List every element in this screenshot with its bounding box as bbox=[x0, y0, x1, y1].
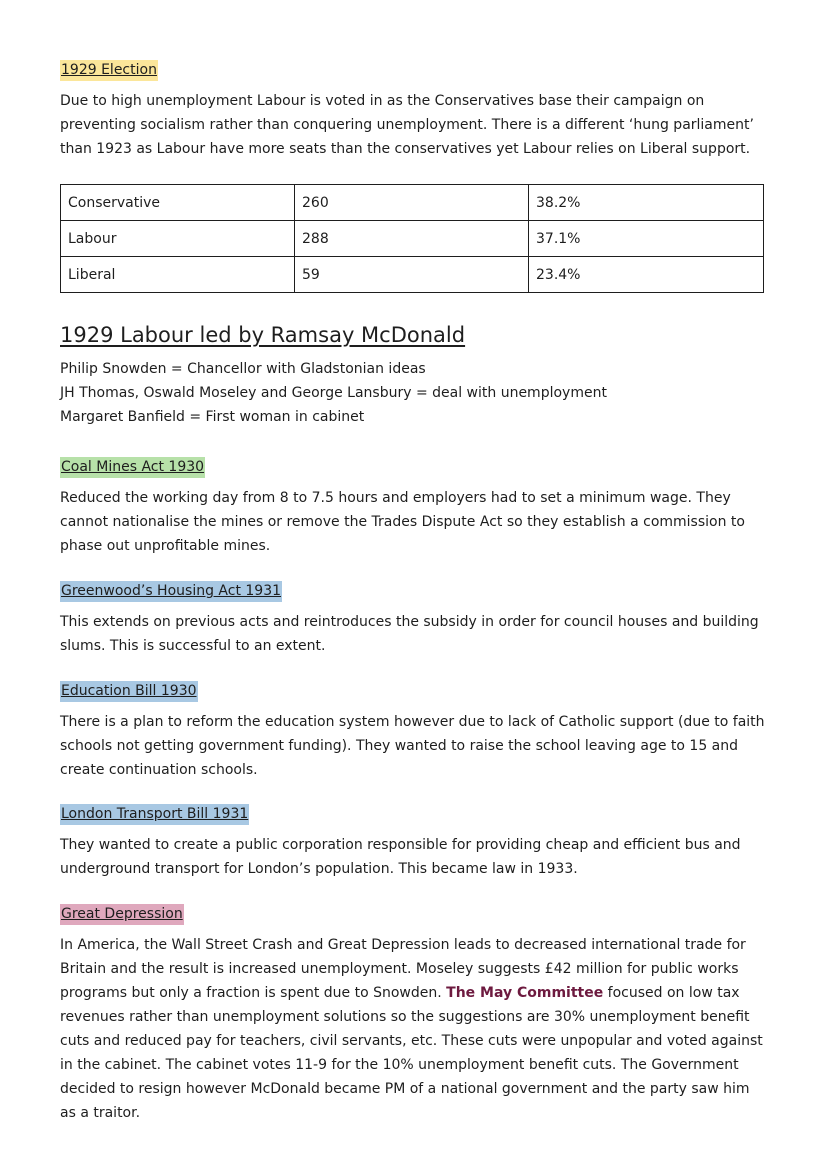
depression-text-start: In America, the Wall Street Crash and Great Depression leads to decreased international trade for Britain and the result is increased unemployment. Moseley suggests £42 million for public works programs but only a fraction is spent due to Snowden. bbox=[60, 937, 746, 1001]
table-row bbox=[61, 221, 764, 257]
heading-housing-act: Greenwood’s Housing Act 1931 bbox=[60, 581, 282, 602]
table-cell: Liberal bbox=[61, 257, 295, 293]
section-labour-government bbox=[60, 323, 766, 429]
results-table bbox=[60, 184, 764, 293]
depression-paragraph bbox=[60, 933, 766, 1125]
government-line: Philip Snowden = Chancellor with Gladstonian ideas bbox=[60, 361, 426, 377]
section-great-depression bbox=[60, 904, 766, 1125]
table-row bbox=[61, 257, 764, 293]
table-cell: 37.1% bbox=[529, 221, 764, 257]
may-committee-emphasis: The May Committee bbox=[446, 985, 604, 1001]
page-title: 1929 Labour led by Ramsay McDonald bbox=[60, 323, 466, 347]
table-cell: Labour bbox=[61, 221, 295, 257]
section-1929-election bbox=[60, 60, 766, 161]
table-row bbox=[61, 185, 764, 221]
section-education-bill bbox=[60, 681, 766, 782]
transport-paragraph: They wanted to create a public corporation responsible for providing cheap and efficient bus and underground transport for London’s population. This became law in 1933. bbox=[60, 837, 741, 877]
table-cell: 23.4% bbox=[529, 257, 764, 293]
heading-1929-election: 1929 Election bbox=[60, 60, 158, 81]
government-line: JH Thomas, Oswald Moseley and George Lansbury = deal with unemployment bbox=[60, 385, 607, 401]
table-cell: 59 bbox=[295, 257, 529, 293]
results-table-wrapper bbox=[60, 184, 766, 293]
heading-great-depression: Great Depression bbox=[60, 904, 184, 925]
table-cell: 260 bbox=[295, 185, 529, 221]
housing-paragraph: This extends on previous acts and reintroduces the subsidy in order for council houses and building slums. This is successful to an extent. bbox=[60, 614, 759, 654]
section-housing-act bbox=[60, 581, 766, 658]
table-cell: 288 bbox=[295, 221, 529, 257]
education-paragraph: There is a plan to reform the education system however due to lack of Catholic support (due to faith schools not getting government funding). They wanted to raise the school leaving age to 15 and create continuation schools. bbox=[60, 714, 765, 778]
government-line: Margaret Banfield = First woman in cabinet bbox=[60, 409, 365, 425]
heading-education-bill: Education Bill 1930 bbox=[60, 681, 198, 702]
table-cell: Conservative bbox=[61, 185, 295, 221]
heading-london-transport: London Transport Bill 1931 bbox=[60, 804, 249, 825]
section-london-transport bbox=[60, 804, 766, 881]
depression-text-end: focused on low tax revenues rather than unemployment solutions so the suggestions are 30% unemployment benefit cuts and reduced pay for teachers, civil servants, etc. These cuts were unpopular and voted against in the cabinet. The cabinet votes 11-9 for the 10% unemployment benefit cuts. The Government decided to resign however McDonald became PM of a national government and the party saw him as a traitor. bbox=[60, 985, 763, 1121]
coal-paragraph: Reduced the working day from 8 to 7.5 hours and employers had to set a minimum wage. They cannot nationalise the mines or remove the Trades Dispute Act so they establish a commission to phase out unprofitable mines. bbox=[60, 490, 745, 554]
section-coal-mines-act bbox=[60, 457, 766, 558]
heading-coal-mines-act: Coal Mines Act 1930 bbox=[60, 457, 205, 478]
table-cell: 38.2% bbox=[529, 185, 764, 221]
election-paragraph: Due to high unemployment Labour is voted in as the Conservatives base their campaign on preventing socialism rather than conquering unemployment. There is a different ‘hung parliament’ than 1923 as Labour have more seats than the conservatives yet Labour relies on Liberal support. bbox=[60, 93, 754, 157]
